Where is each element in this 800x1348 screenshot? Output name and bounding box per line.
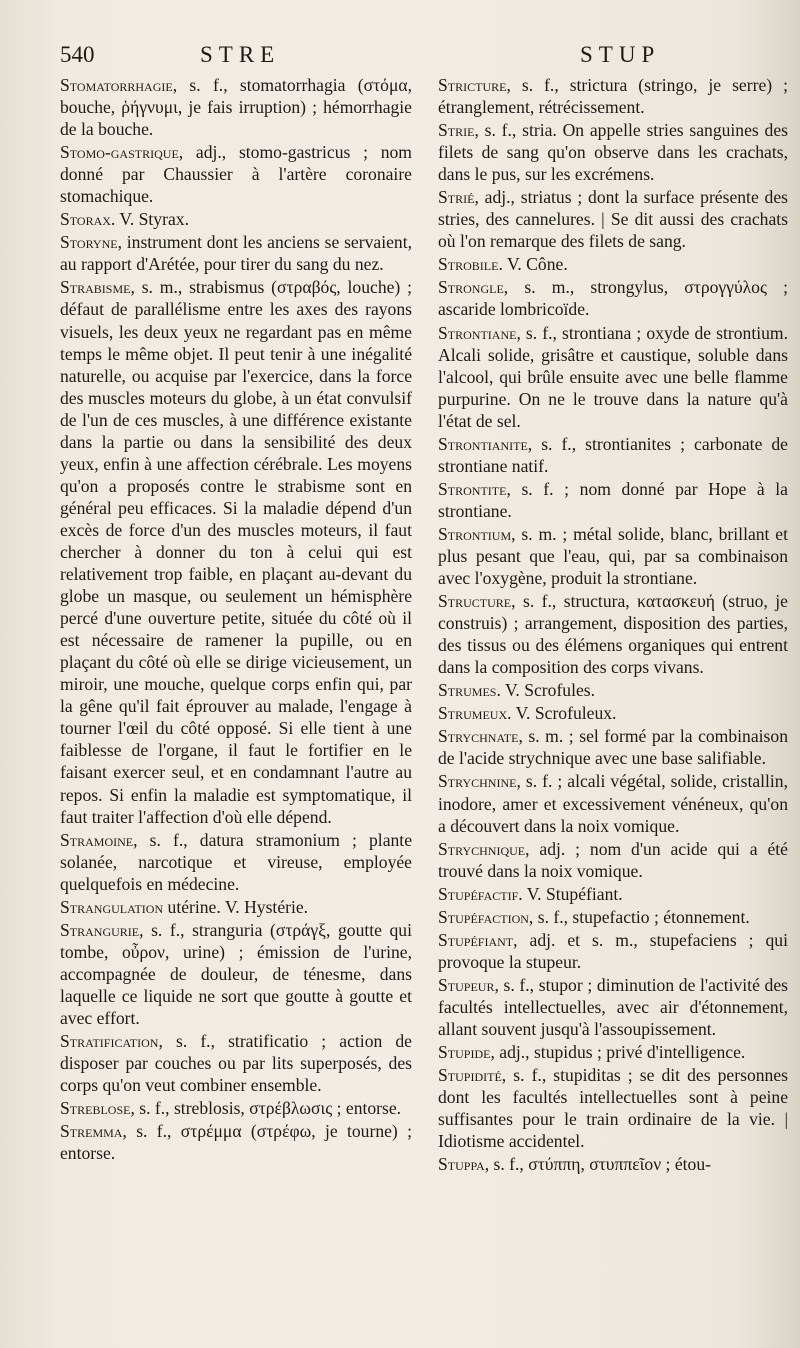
entry-definition: , adj., stupidus ; privé d'intelligence. [490,1042,746,1063]
entry-definition: , s. m. ; sel formé par la combinaison de l'acide strychnique avec une base salifiable. [438,726,788,769]
entry-definition: , s. m., strabismus (στραβός, louche) ; défaut de parallélisme entre les axes des rayons visuels, les deux yeux ne regardant pas en même temps le même objet. Il peut tenir à une inégalité naturelle, ou acquise par l'exercice, dans la force des muscles moteurs du globe, à un état convulsif de l'un de ces muscles, à une différence existante dans la partie ou dans la sensibilité des deux yeux, enfin à une affection cérébrale. Les moyens qu'on a proposés contre le strabisme sont en général peu efficaces. Si la maladie dépend d'un excès de force d'un des muscles moteurs, il faut chercher à donner du ton à celui qui est relativement trop faible, en plaçant au-devant du globe un masque, ou seulement un hémisphère percé d'une ouverture petite, située du côté où il est nécessaire de ramener la pupille, ou en plaçant du côté où elle se dirige vicieusement, un miroir, une mouche, quelque corps enfin qui, par la gêne qu'il fait éprouver au malade, l'engage à tourner l'œil du côté opposé. Si elle tient à une faiblesse de l'organe, il faut le fortifier en le faisant exercer seul, et en condamnant l'autre au repos. Si enfin la maladie est symptomatique, il faut traiter l'affection d'où elle dépend. [60,277,412,827]
dictionary-entry [60,919,412,1029]
entry-headword: Storax [60,209,111,230]
right-column [438,74,788,1175]
entry-definition: , s. f., στύππη, στυππεῖον ; étou- [484,1154,711,1175]
entry-headword: Stupide [438,1042,491,1063]
entry-definition: . V. Scrofules. [496,680,596,701]
entry-headword: Stupeur [438,974,495,995]
dictionary-entry [60,896,412,918]
dictionary-entry [438,838,788,882]
entry-headword: Strychnine [438,771,517,792]
entry-definition: , s. f., stria. On appelle stries sanguines des filets de sang qu'on observe dans les crachats, dans le pus, sur les excrémens. [438,120,788,185]
left-column [60,74,412,1164]
entry-definition: , s. f., strontianites ; carbonate de strontiane natif. [438,433,788,476]
entry-headword: Stupéfaction [438,906,529,927]
entry-headword: Stremma [60,1121,123,1142]
entry-definition: , s. f., stranguria (στράγξ, goutte qui tombe, οὖρον, urine) ; émission de l'urine, accompagnée de douleur, de ténesme, dans laquelle ce liquide ne sort que goutte à goutte et avec effort. [60,919,412,1028]
dictionary-entry [438,523,788,589]
entry-headword: Strangulation [60,896,164,917]
dictionary-entry [438,322,788,432]
entry-headword: Strontianite [438,433,528,454]
entry-definition: , s. f., streblosis, στρέβλωσις ; entorse. [130,1098,402,1119]
entry-definition: , s. f., στρέμμα (στρέφω, je tourne) ; entorse. [60,1121,412,1164]
entry-definition: , adj., striatus ; dont la surface présente des stries, des cannelures. | Se dit aussi des crachats où l'on remarque des filets de sang. [438,187,788,252]
dictionary-entry [438,119,788,185]
dictionary-entry [438,770,788,836]
dictionary-entry [438,929,788,973]
dictionary-entry [438,974,788,1040]
entry-headword: Storyne [60,232,118,253]
page-header [0,40,800,72]
entry-headword: Strabisme [60,277,131,298]
entry-definition: . V. Styrax. [110,209,189,230]
entry-definition: , s. m., strongylus, στρογγύλος ; ascaride lombricoïde. [438,277,788,320]
entry-headword: Stuppa [438,1154,485,1175]
entry-definition: . V. Stupéfiant. [518,883,623,904]
dictionary-entry [438,679,788,701]
entry-definition: . V. Cône. [498,254,568,275]
entry-headword: Strychnate [438,726,519,747]
dictionary-entry [438,1041,788,1063]
entry-headword: Strangurie [60,919,140,940]
entry-definition: , s. f., strontiana ; oxyde de strontium. Alcali solide, grisâtre et caustique, soluble dans l'alcool, qui brûle ensuite avec une belle flamme purpurine. On ne le trouve dans la nature qu'à l'état de sel. [438,322,788,431]
entry-definition: , s. f., stupefactio ; étonnement. [528,906,750,927]
entry-definition: , s. f., stupiditas ; se dit des personnes dont les facultés intellectuelles sont à peine suffisantes pour le train ordinaire de la vie. | Idiotisme accidentel. [438,1065,788,1152]
entry-headword: Stupéfiant [438,929,514,950]
entry-definition: , s. f., strictura (stringo, je serre) ; étranglement, rétrécissement. [438,75,788,118]
entry-definition: , s. m. ; métal solide, blanc, brillant et plus pesant que l'eau, qui, par sa combinaison avec l'oxygène, produit la strontiane. [438,523,788,589]
dictionary-entry [60,829,412,895]
entry-headword: Stupidité [438,1065,502,1086]
dictionary-entry [60,276,412,827]
dictionary-entry [60,231,412,275]
dictionary-entry [60,208,412,230]
entry-headword: Strontiane [438,322,517,343]
entry-definition: , s. f. ; alcali végétal, solide, cristallin, inodore, amer et excessivement vénéneux, qu'on a découvert dans la noix vomique. [438,771,788,836]
entry-definition: utérine. V. Hystérie. [163,896,309,917]
entry-headword: Strumes [438,680,497,701]
dictionary-entry [438,1153,788,1175]
dictionary-entry [60,1097,412,1119]
dictionary-entry [60,1030,412,1096]
entry-definition: , adj. et s. m., stupefaciens ; qui provoque la stupeur. [438,929,788,972]
dictionary-entry [438,906,788,928]
entry-headword: Stomatorrhagie [60,75,173,95]
dictionary-entry [60,1120,412,1164]
entry-headword: Stratification [60,1031,159,1052]
entry-definition: , adj., stomo-gastricus ; nom donné par Chaussier à l'artère coronaire stomachique. [60,142,412,207]
page-number: 540 [60,42,95,67]
entry-headword: Stricture [438,75,507,95]
dictionary-entry [438,590,788,678]
dictionary-entry [438,74,788,118]
entry-headword: Strie [438,120,475,141]
entry-headword: Stramoine [60,829,134,850]
dictionary-entry [438,276,788,320]
dictionary-entry [438,702,788,724]
entry-definition: , s. f., structura, κατασκευή (struo, je construis) ; arrangement, disposition des parties, des tissus ou des élémens organiques qui entrent dans la composition des corps vivans. [438,591,788,678]
entry-definition: , instrument dont les anciens se servaient, au rapport d'Arétée, pour tirer du sang du nez. [60,232,412,275]
running-head-right: STUP [580,42,661,67]
dictionary-entry [438,883,788,905]
entry-headword: Strychnique [438,838,526,859]
entry-definition: , s. f., stomatorrhagia (στόμα, bouche, ῥήγνυμι, je fais irruption) ; hémorrhagie de la bouche. [60,75,412,140]
entry-headword: Strobile [438,254,499,275]
entry-headword: Structure [438,591,512,612]
entry-definition: . V. Scrofuleux. [507,703,617,724]
entry-definition: , s. f., stratificatio ; action de disposer par couches ou par lits superposés, des corps qu'on veut combiner ensemble. [60,1031,412,1096]
running-head-left: STRE [200,42,281,67]
entry-definition: , s. f., datura stramonium ; plante solanée, narcotique et vireuse, employée quelquefois en médecine. [60,829,412,894]
dictionary-entry [438,186,788,252]
entry-headword: Stupéfactif [438,883,519,904]
entry-definition: , adj. ; nom d'un acide qui a été trouvé dans la noix vomique. [438,838,788,881]
dictionary-entry [438,725,788,769]
dictionary-entry [438,253,788,275]
entry-headword: Stomo-gastrique [60,142,179,163]
dictionary-entry [60,141,412,207]
entry-headword: Streblose [60,1098,131,1119]
dictionary-entry [438,478,788,522]
entry-definition: , s. f. ; nom donné par Hope à la strontiane. [438,478,788,521]
entry-definition: , s. f., stupor ; diminution de l'activité des facultés intellectuelles, avec air d'étonnement, allant souvent jusqu'à l'assoupissement. [438,974,788,1039]
entry-headword: Strumeux [438,703,508,724]
entry-headword: Strié [438,187,475,208]
entry-headword: Strontite [438,478,507,499]
entry-headword: Strontium [438,523,512,544]
dictionary-entry [60,74,412,140]
dictionary-entry [438,1064,788,1152]
entry-headword: Strongle [438,277,504,298]
dictionary-entry [438,433,788,477]
